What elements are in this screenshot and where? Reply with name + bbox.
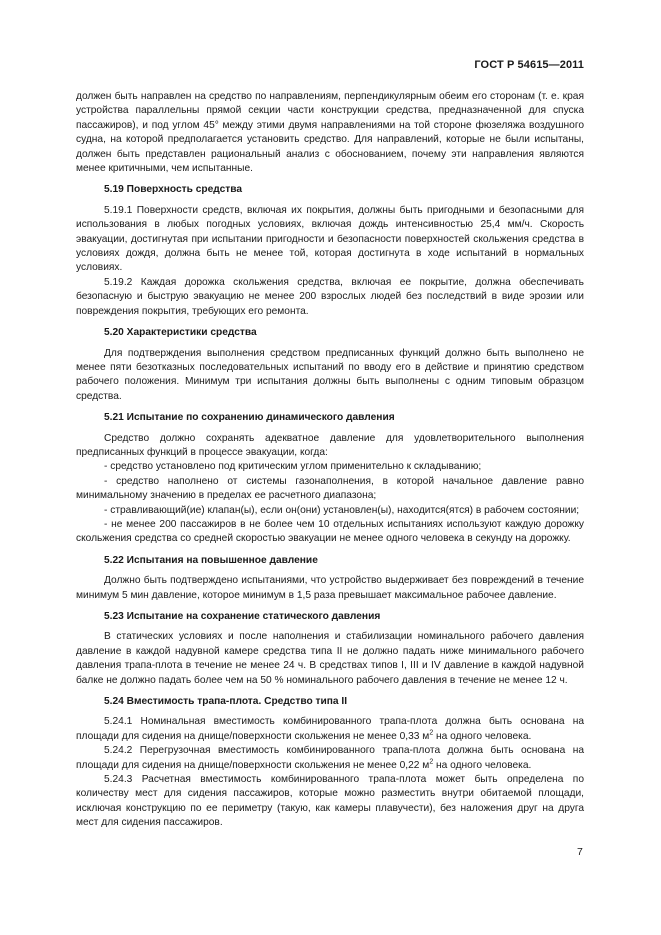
section-5-23-title: 5.23 Испытание на сохранение статического давления [104, 611, 381, 622]
section-5-24-2 [76, 744, 584, 773]
section-5-24-3: 5.24.3 Расчетная вместимость комбинированного трапа-плота может быть определена по количеству мест для сидения пассажиров, которые можно разместить внутри обитаемой площади, исключая конструкцию по ее периметру (такую, как камеры плавучести), без наложения друг на друга мест для сидения пассажиров. [76, 774, 584, 829]
page-content [76, 90, 584, 831]
section-5-19-1: 5.19.1 Поверхности средств, включая их покрытия, должны быть пригодными и безопасными для использования в любых погодных условиях, включая дождь интенсивностью 25,4 мм/ч. Скорость эвакуации, достигнутая при испытании пригодности и безопасности поверхностей скольжения средства в условиях дождя, должна быть не менее той, которая достигнута в ходе испытаний в нормальных условиях. [76, 204, 584, 274]
section-5-23-text: В статических условиях и после наполнения и стабилизации номинального рабочего давления давление в каждой надувной камере средства типа II не должно падать ниже минимального рабочего давления трапа-плота в течение не менее 24 ч. В средствах типов I, III и IV давление в каждой надувной балке не должно падать более чем на 50 % номинального рабочего давления в течение не менее 12 ч. [76, 631, 584, 686]
list-item: - средство наполнено от системы газонаполнения, в которой начальное давление равно минимальному значению в пределах ее расчетного диапазона; [76, 475, 584, 502]
section-5-24-1-text: 5.24.1 Номинальная вместимость комбинированного трапа-плота должна быть основана на площади для сидения на днище/поверхности скольжения не менее 0,33 м [76, 716, 584, 742]
section-5-24-2-text: 5.24.2 Перегрузочная вместимость комбинированного трапа-плота должна быть основана на площади для сидения на днище/поверхности скольжения не менее 0,22 м [76, 745, 584, 771]
section-5-19-title: 5.19 Поверхность средства [104, 184, 243, 196]
list-item: - не менее 200 пассажиров в не более чем 10 отдельных испытаниях используют каждую дорожку скольжения средства со средней скоростью эвакуации не менее одного человека в секунду на дорожку. [76, 518, 584, 545]
section-5-24-title: 5.24 Вместимость трапа-плота. Средство типа II [104, 696, 348, 708]
section-5-20-title: 5.20 Характеристики средства [104, 327, 257, 339]
section-5-19-2: 5.19.2 Каждая дорожка скольжения средства, включая ее покрытие, должна обеспечивать безопасную и быструю эвакуацию не менее 200 взрослых людей без последствий в виде эрозии или повреждения покрытия, требующих его ремонта. [76, 276, 584, 317]
superscript: 2 [429, 758, 434, 766]
section-5-22-text: Должно быть подтверждено испытаниями, что устройство выдерживает без повреждений в течение минимум 5 мин давление, которое минимум в 1,5 раза превышает максимальное рабочее давление. [76, 575, 584, 601]
section-5-22-title: 5.22 Испытания на повышенное давление [104, 554, 318, 566]
section-5-24-1-end: на одного человека. [433, 730, 532, 742]
section-5-21-text: Средство должно сохранять адекватное давление для удовлетворительного выполнения предписанных функций в процессе эвакуации, когда: [76, 432, 584, 458]
list-item: - средство установлено под критическим углом применительно к складыванию; [104, 461, 482, 473]
section-5-21-title: 5.21 Испытание по сохранению динамического давления [104, 412, 395, 424]
intro-paragraph: должен быть направлен на средство по направлениям, перпендикулярным обеим его сторонам (т. е. края устройства параллельны прямой секции части конструкции средства, предназначенной для спуска пассажиров), и под углом 45° между этими двумя направлениями на той стороне фюзеляжа воздушного судна, на которой предполагается установить средство. Для направлений, которые не были испытаны, должен быть представлен рациональный анализ с обоснованием, почему эти направления являются менее критичными, чем испытанные. [76, 91, 584, 175]
superscript: 2 [429, 729, 434, 737]
section-5-24-1 [76, 715, 584, 744]
page-number: 7 [577, 846, 583, 858]
list-item: - стравливающий(ие) клапан(ы), если он(они) установлен(ы), находится(ятся) в рабочем состоянии; [104, 504, 580, 516]
section-5-24-2-end: на одного человека. [433, 759, 532, 771]
section-5-20-text: Для подтверждения выполнения средством предписанных функций должно быть выполнено не менее пяти безотказных последовательных испытаний по вводу его в действие и принятию средством рабочего положения. Минимум три испытания должны быть выполнены с одним типовым образцом средства. [76, 347, 584, 402]
standard-header: ГОСТ Р 54615—2011 [474, 59, 584, 71]
